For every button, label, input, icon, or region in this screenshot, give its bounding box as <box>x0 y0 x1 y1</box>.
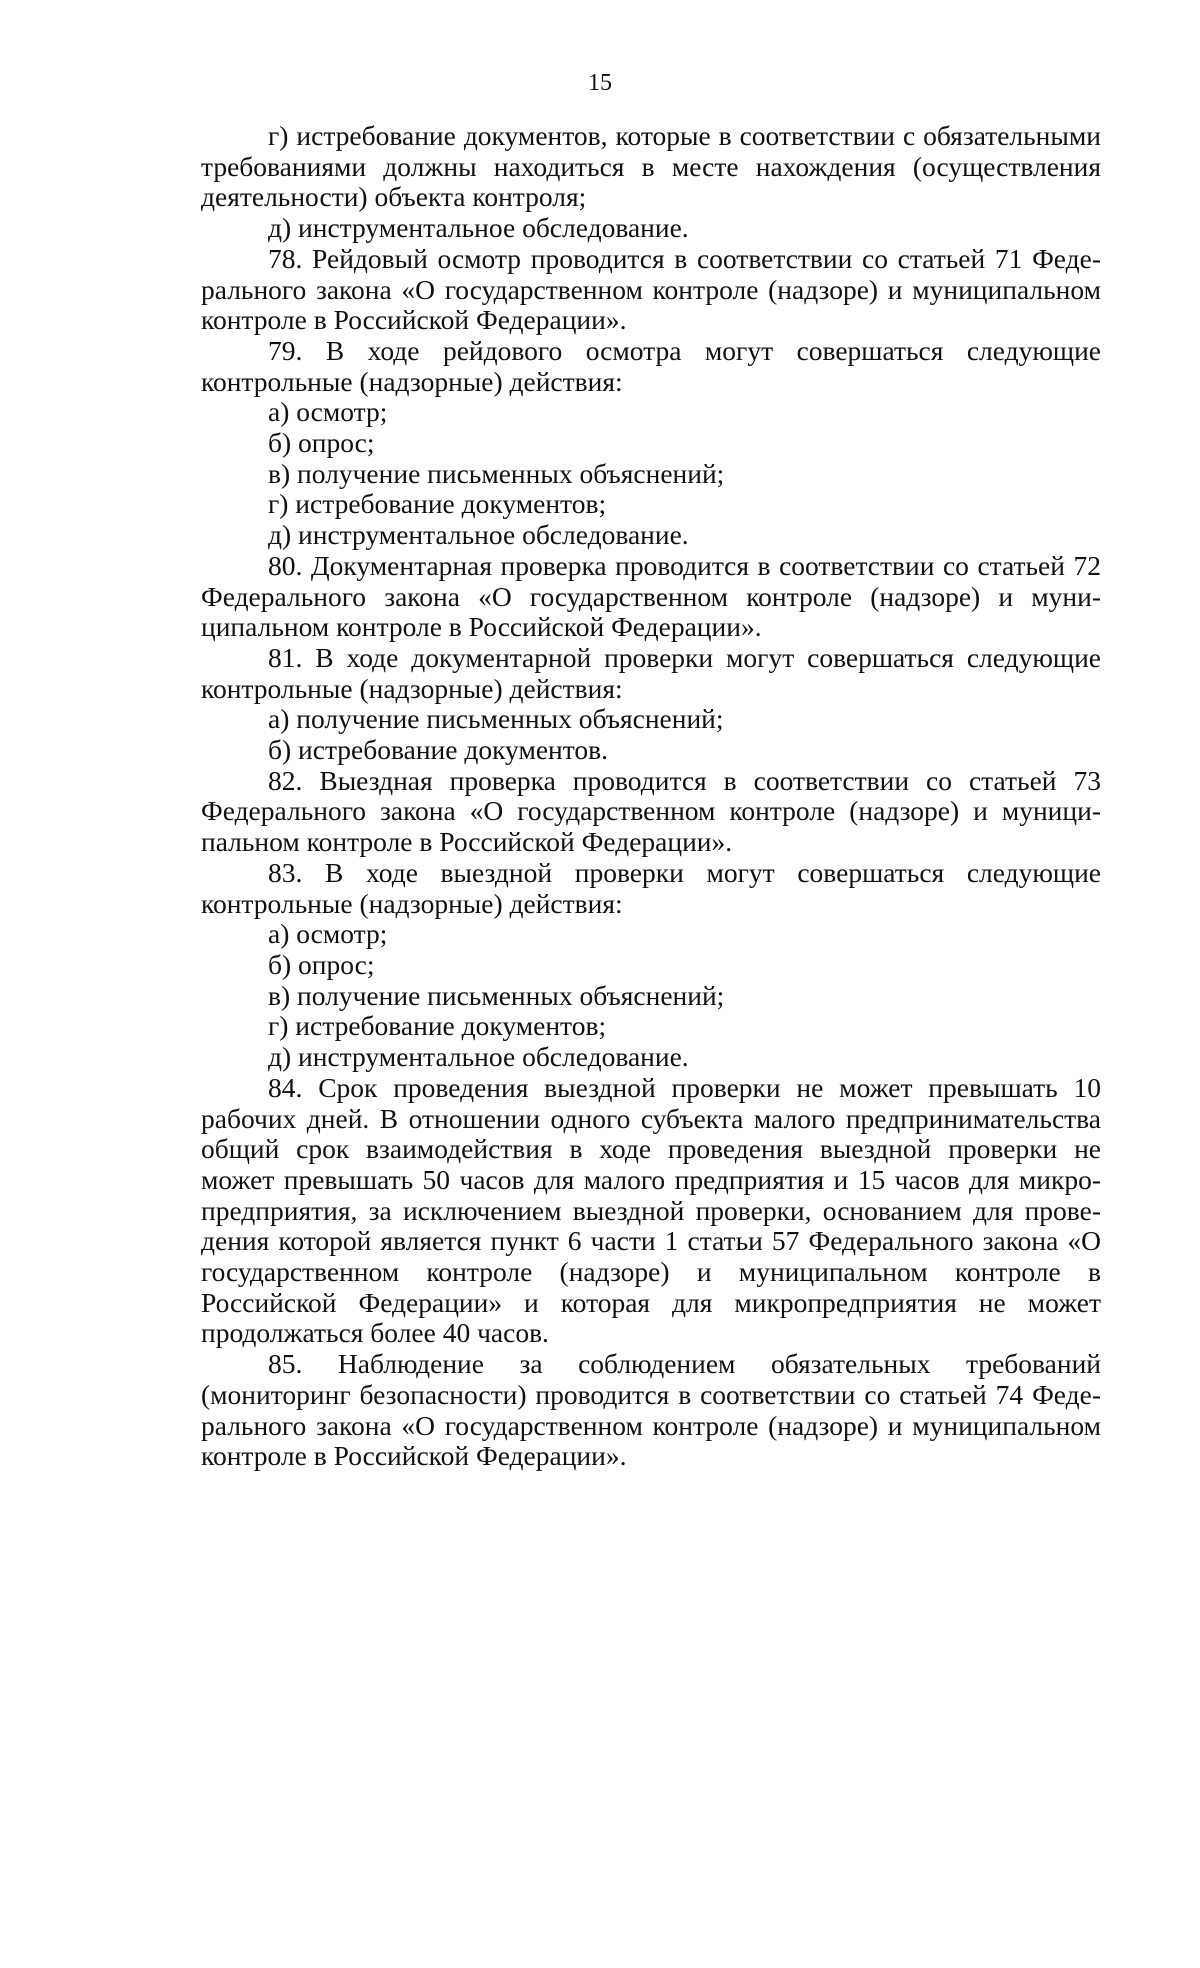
paragraph-81: 81. В ходе документарной проверки могут совершаться следующие контрольные (надзорные) действия: <box>201 641 1101 704</box>
list-item-v: в) получение письменных объяснений; <box>268 457 725 489</box>
paragraph-item-d: д) инструментальное обследование. <box>268 212 689 244</box>
list-item-d: д) инструментальное обследование. <box>268 519 689 551</box>
list-item-b: б) опрос; <box>268 948 375 980</box>
paragraph-item-g: г) истребование документов, которые в соответствии с обязательными требованиями должны находиться в месте нахождения (осуществления деятельности) объекта контроля; <box>201 120 1101 213</box>
list-item-a: а) осмотр; <box>268 396 388 428</box>
paragraph-85: 85. Наблюдение за соблюдением обязательных требований (мониторинг безопасности) проводится в соответствии со статьей 74 Феде-рального закона «О государственном контроле (надзоре) и муниципальном контроле в Российской Федерации». <box>201 1348 1101 1472</box>
list-item-d: д) инструментальное обследование. <box>268 1041 689 1073</box>
list-item-b: б) опрос; <box>268 427 375 459</box>
paragraph-82: 82. Выездная проверка проводится в соответствии со статьей 73 Федерального закона «О государственном контроле (надзоре) и муници-пальном контроле в Российской Федерации». <box>201 764 1101 858</box>
paragraph-83: 83. В ходе выездной проверки могут совершаться следующие контрольные (надзорные) действия: <box>201 856 1101 919</box>
document-body <box>201 121 1101 1472</box>
paragraph-84: 84. Срок проведения выездной проверки не может превышать 10 рабочих дней. В отношении одного субъекта малого предпринимательства общий срок взаимодействия в ходе проведения выездной проверки не может превышать 50 часов для малого предприятия и 15 часов для микро-предприятия, за исключением выездной проверки, основанием для прове-дения которой является пункт 6 части 1 статьи 57 Федерального закона «О государственном контроле (надзоре) и муниципальном контроле в Российской Федерации» и которая для микропредприятия не может продолжаться более 40 часов. <box>201 1071 1101 1349</box>
page-number: 15 <box>588 70 612 96</box>
paragraph-78: 78. Рейдовый осмотр проводится в соответствии со статьей 71 Феде-рального закона «О государственном контроле (надзоре) и муниципальном контроле в Российской Федерации». <box>201 242 1101 336</box>
list-item-a: а) получение письменных объяснений; <box>268 703 724 735</box>
list-item-g: г) истребование документов; <box>268 488 607 520</box>
paragraph-80: 80. Документарная проверка проводится в соответствии со статьей 72 Федерального закона «О государственном контроле (надзоре) и муни-ципальном контроле в Российской Федерации». <box>201 549 1101 643</box>
list-item-v: в) получение письменных объяснений; <box>268 979 725 1011</box>
list-item-g: г) истребование документов; <box>268 1010 607 1042</box>
paragraph-79: 79. В ходе рейдового осмотра могут совершаться следующие контрольные (надзорные) действия: <box>201 334 1101 397</box>
list-item-b: б) истребование документов. <box>268 734 609 766</box>
list-item-a: а) осмотр; <box>268 918 388 950</box>
